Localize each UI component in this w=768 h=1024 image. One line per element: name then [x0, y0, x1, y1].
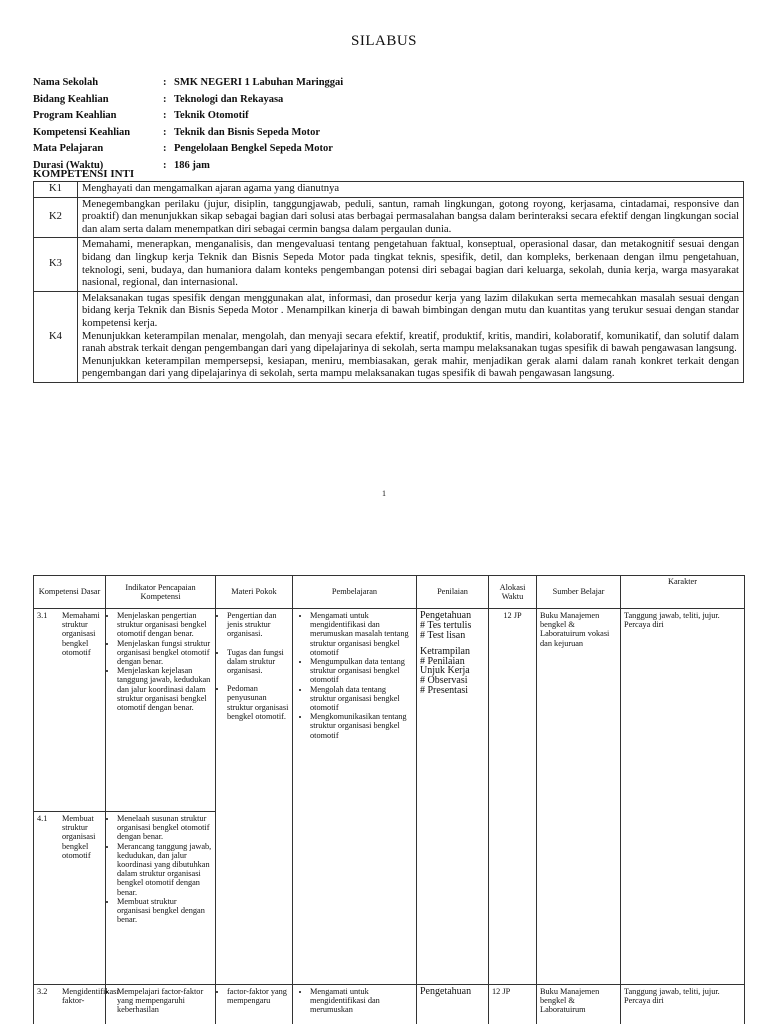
identity-colon: : — [163, 143, 167, 154]
materi-item: • Tugas dan fungsi dalam struktur organisasi. — [227, 648, 289, 676]
identity-colon: : — [163, 159, 167, 171]
kd-cell — [34, 985, 119, 1024]
page-number: 1 — [382, 489, 386, 498]
ipk-item: • Mempelajari factor-faktor yang mempengaruhi keberhasilan — [117, 987, 212, 1015]
identity-label: Nama Sekolah — [33, 77, 99, 88]
identity-row — [33, 75, 343, 92]
header-alokasi: Alokasi Waktu — [489, 576, 537, 609]
header-kd: Kompetensi Dasar — [34, 576, 106, 609]
kd-number: 3.1 — [37, 611, 48, 620]
pembelajaran-cell — [293, 985, 417, 1024]
penilaian-item: # Test lisan — [420, 630, 466, 642]
identity-colon: : — [163, 110, 167, 121]
header-ipk: Indikator Pencapaian Kompetensi — [106, 576, 216, 609]
karakter-cell: Tanggung jawab, teliti, jujur. Percaya diri — [621, 609, 745, 985]
identity-label: Mata Pelajaran — [33, 143, 104, 154]
ipk-cell — [106, 609, 216, 812]
kd-text: Membuat struktur organisasi bengkel otomotif — [62, 814, 96, 860]
ki-code: K4 — [34, 291, 78, 382]
header-materi: Materi Pokok — [216, 576, 293, 609]
identity-colon: : — [163, 77, 167, 88]
alokasi-cell: 12 JP — [489, 609, 537, 985]
header-pembelajaran: Pembelajaran — [293, 576, 417, 609]
syl-row — [34, 985, 745, 1024]
penilaian-item: # Penilaian Unjuk Kerja — [420, 655, 470, 677]
pembelajaran-item: • Mengamati untuk mengidentifikasi dan merumuskan — [310, 987, 413, 1015]
materi-item: • Pedoman penyusunan struktur organisasi bengkel otomotif. — [227, 684, 289, 721]
ipk-item: • Merancang tanggung jawab, kedudukan, dan jalur koordinasi yang dibutuhkan dalam struktur organisasi bengkel otomotif dengan benar. — [117, 842, 212, 897]
ki-paragraph: Menegembangkan perilaku (jujur, disiplin, tanggungjawab, peduli, santun, ramah lingkungan, gotong royong, kerjasama, cintadamai, responsive dan proaktif) dan menunjukkan sikap sebagai bagian dari solusi atas berbagai permasalahan bangsa dalam berinteraksi secara efektif dengan lingkungan social dan alam serta dalam menempatkan diri sebagai cermin bangsa dalam pergaulan dunia. — [82, 198, 739, 235]
identity-block — [33, 75, 343, 174]
identity-value: Teknik Otomotif — [174, 110, 249, 121]
penilaian-item: # Observasi — [420, 675, 468, 687]
penilaian-item: Ketrampilan — [420, 645, 470, 657]
pembelajaran-item: • Mengkomunikasikan tentang struktur organisasi bengkel otomotif — [310, 712, 413, 740]
ipk-item: • Menjelaskan kejelasan tanggung jawab, kedudukan dan jalur koordinasi dalam struktur organisasi bengkel otomotif dengan benar. — [117, 666, 212, 712]
identity-colon: : — [163, 93, 167, 105]
materi-item: • factor-faktor yang mempengaru — [227, 987, 289, 1005]
materi-cell — [216, 985, 293, 1024]
ki-paragraph: Menunjukkan keterampilan menalar, mengolah, dan menyaji secara efektif, kreatif, produktif, kritis, mandiri, kolaboratif, komunikatif, dan solutif dalam ranah abstrak terkait dengan pengembangan dari yang dipelajarinya di sekolah, serta mampu melaksanakan tugas spesifik di bawah pengawasan langsung. — [82, 330, 739, 355]
identity-row — [33, 108, 343, 125]
penilaian-cell — [417, 609, 489, 985]
ipk-item: • Menjelaskan fungsi struktur organisasi bengkel otomotif dengan benar. — [117, 639, 212, 667]
ki-code: K3 — [34, 238, 78, 291]
kompetensi-inti-table — [33, 181, 744, 383]
header-karakter: Karakter — [621, 576, 745, 609]
identity-row — [33, 125, 343, 142]
header-penilaian: Penilaian — [417, 576, 489, 609]
sumber-cell: Buku Manajemen bengkel & Laboratuirum — [537, 985, 621, 1024]
identity-label: Kompetensi Keahlian — [33, 126, 131, 138]
silabus-table — [33, 575, 745, 1024]
penilaian-item: # Presentasi — [420, 685, 469, 697]
ipk-cell — [106, 812, 216, 985]
kd-cell — [34, 609, 106, 812]
penilaian-item: # Tes tertulis — [420, 620, 472, 632]
document-title: SILABUS — [350, 33, 417, 49]
ki-paragraph: Menghayati dan mengamalkan ajaran agama yang dianutnya — [82, 183, 340, 194]
identity-value: 186 jam — [174, 159, 210, 171]
karakter-cell: Tanggung jawab, teliti, jujur. Percaya diri — [621, 985, 745, 1024]
ipk-item: • Menjelaskan pengertian struktur organisasi bengkel otomotif dengan benar. — [117, 611, 212, 639]
identity-colon: : — [163, 126, 167, 138]
ki-description — [78, 182, 744, 198]
penilaian-cell — [417, 985, 489, 1024]
identity-label: Program Keahlian — [33, 110, 117, 121]
materi-cell — [216, 609, 293, 985]
identity-row — [33, 92, 343, 109]
ki-paragraph: Memahami, menerapkan, menganalisis, dan mengevaluasi tentang pengetahuan faktual, konseptual, operasional dasar, dan metakognitif sesuai dengan bidang dan lingkup kerja Teknik dan Bisnis Sepeda Motor pada tingkat teknis, spesifik, detil, dan kompleks, berkenaan dengan ilmu pengetahuan, teknologi, seni, budaya, dan humaniora dalam konteks pengembangan potensi diri sebagai bagian dari keluarga, sekolah, dunia kerja, warga masyarakat nasional, regional, dan internasional. — [82, 239, 739, 289]
kd-text: Mengidentifikasi faktor- — [62, 987, 119, 1006]
kd-number: 3.2 — [37, 987, 48, 996]
syl-row — [34, 609, 745, 812]
sumber-cell: Buku Manajemen bengkel & Laboratuirum vokasi dan kejuruan — [537, 609, 621, 985]
ipk-item: • Menelaah susunan struktur organisasi bengkel otomotif dengan benar. — [117, 814, 212, 842]
pembelajaran-item: • Mengumpulkan data tentang struktur organisasi bengkel otomotif — [310, 657, 413, 685]
ki-description — [78, 238, 744, 291]
identity-value: Pengelolaan Bengkel Sepeda Motor — [174, 143, 333, 154]
kd-number: 4.1 — [37, 814, 48, 823]
identity-row — [33, 141, 343, 158]
kd-cell — [34, 812, 106, 985]
ki-code: K1 — [34, 182, 78, 198]
identity-value: SMK NEGERI 1 Labuhan Maringgai — [174, 77, 344, 88]
materi-item: • Pengertian dan jenis struktur organisasi. — [227, 611, 289, 639]
ipk-cell — [106, 985, 216, 1024]
identity-value: Teknik dan Bisnis Sepeda Motor — [174, 126, 321, 138]
ki-paragraph: Melaksanakan tugas spesifik dengan menggunakan alat, informasi, dan prosedur kerja yang lazim dilakukan serta memecahkan masalah sesuai dengan bidang kerja Teknik dan Bisnis Sepeda Motor . Menampilkan kinerja di bawah bimbingan dengan mutu dan kuantitas yang terukur sesuai dengan standar kompetensi kerja. — [82, 292, 739, 329]
ki-description — [78, 197, 744, 238]
ipk-item: • Membuat struktur organisasi bengkel dengan benar. — [117, 897, 212, 925]
ki-row — [34, 197, 744, 238]
identity-label: Bidang Keahlian — [33, 93, 109, 105]
penilaian-item: Pengetahuan — [420, 610, 472, 621]
ki-row — [34, 182, 744, 198]
alokasi-cell: 12 JP — [489, 985, 537, 1024]
ki-description — [78, 291, 744, 382]
ki-paragraph: Menunjukkan keterampilan mempersepsi, kesiapan, meniru, membiasakan, gerak mahir, menjadikan gerak alami dalam ranah konkret terkait dengan pengembangan dari yang dipelajarinya di sekolah, serta mampu melaksanakan tugas spesifik di bawah pengawasan langsung. — [82, 355, 739, 380]
pembelajaran-item: • Mengamati untuk mengidentifikasi dan merumuskan masalah tentang struktur organisasi bengkel otomotif — [310, 611, 413, 657]
header-sumber: Sumber Belajar — [537, 576, 621, 609]
identity-value: Teknologi dan Rekayasa — [174, 93, 284, 105]
ki-heading: KOMPETENSI INTI — [33, 168, 135, 180]
syl-header-row — [34, 576, 745, 609]
identity-label: Durasi (Waktu) — [33, 159, 104, 171]
pembelajaran-item: • Mengolah data tentang struktur organisasi bengkel otomotif — [310, 685, 413, 713]
ki-row — [34, 291, 744, 382]
pembelajaran-cell — [293, 609, 417, 985]
penilaian-item: Pengetahuan — [420, 986, 472, 997]
ki-row — [34, 238, 744, 291]
ki-code: K2 — [34, 197, 78, 238]
kd-text: Memahami struktur organisasi bengkel otomotif — [62, 611, 100, 657]
